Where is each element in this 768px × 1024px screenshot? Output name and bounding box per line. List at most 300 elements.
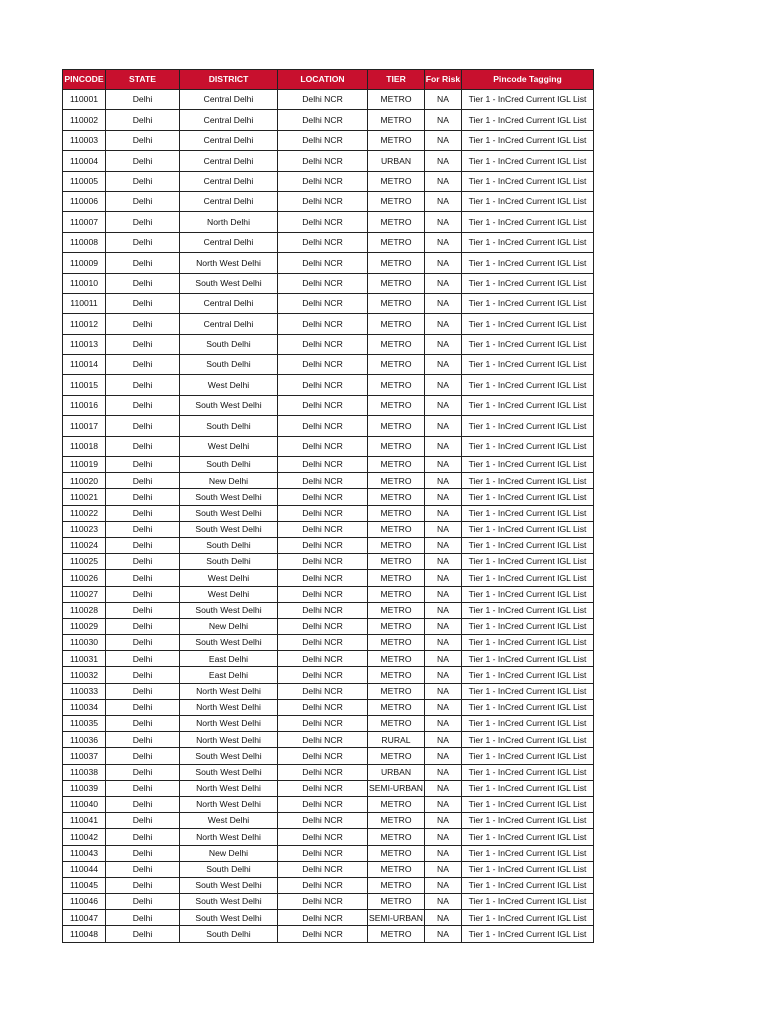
for-risk-cell: NA	[425, 813, 462, 829]
state-cell: Delhi	[106, 191, 180, 211]
for-risk-cell: NA	[425, 586, 462, 602]
table-row	[63, 436, 594, 456]
state-cell: Delhi	[106, 436, 180, 456]
table-row	[63, 683, 594, 699]
tier-cell: METRO	[368, 293, 425, 313]
header-location: LOCATION	[278, 70, 368, 90]
location-cell: Delhi NCR	[278, 537, 368, 553]
pincode-cell: 110024	[63, 537, 106, 553]
district-cell: New Delhi	[180, 845, 278, 861]
for-risk-cell: NA	[425, 699, 462, 715]
location-cell: Delhi NCR	[278, 618, 368, 634]
location-cell: Delhi NCR	[278, 253, 368, 273]
state-cell: Delhi	[106, 554, 180, 570]
table-row	[63, 191, 594, 211]
district-cell: North West Delhi	[180, 699, 278, 715]
pincode-tagging-cell: Tier 1 - InCred Current IGL List	[462, 651, 594, 667]
location-cell: Delhi NCR	[278, 457, 368, 473]
table-row	[63, 780, 594, 796]
state-cell: Delhi	[106, 151, 180, 171]
district-cell: South Delhi	[180, 554, 278, 570]
tier-cell: SEMI-URBAN	[368, 910, 425, 926]
district-cell: South Delhi	[180, 861, 278, 877]
tier-cell: METRO	[368, 130, 425, 150]
tier-cell: URBAN	[368, 151, 425, 171]
location-cell: Delhi NCR	[278, 334, 368, 354]
state-cell: Delhi	[106, 602, 180, 618]
pincode-tagging-cell: Tier 1 - InCred Current IGL List	[462, 212, 594, 232]
state-cell: Delhi	[106, 796, 180, 812]
table-row	[63, 570, 594, 586]
for-risk-cell: NA	[425, 537, 462, 553]
pincode-tagging-cell: Tier 1 - InCred Current IGL List	[462, 586, 594, 602]
state-cell: Delhi	[106, 829, 180, 845]
pincode-cell: 110029	[63, 618, 106, 634]
pincode-cell: 110002	[63, 110, 106, 130]
district-cell: South West Delhi	[180, 395, 278, 415]
tier-cell: METRO	[368, 570, 425, 586]
district-cell: South Delhi	[180, 926, 278, 942]
for-risk-cell: NA	[425, 293, 462, 313]
state-cell: Delhi	[106, 521, 180, 537]
district-cell: North West Delhi	[180, 253, 278, 273]
location-cell: Delhi NCR	[278, 90, 368, 110]
table-row	[63, 813, 594, 829]
pincode-tagging-cell: Tier 1 - InCred Current IGL List	[462, 110, 594, 130]
for-risk-cell: NA	[425, 845, 462, 861]
state-cell: Delhi	[106, 651, 180, 667]
district-cell: Central Delhi	[180, 314, 278, 334]
state-cell: Delhi	[106, 90, 180, 110]
location-cell: Delhi NCR	[278, 130, 368, 150]
pincode-cell: 110042	[63, 829, 106, 845]
for-risk-cell: NA	[425, 683, 462, 699]
tier-cell: METRO	[368, 796, 425, 812]
state-cell: Delhi	[106, 618, 180, 634]
location-cell: Delhi NCR	[278, 416, 368, 436]
for-risk-cell: NA	[425, 618, 462, 634]
location-cell: Delhi NCR	[278, 829, 368, 845]
state-cell: Delhi	[106, 395, 180, 415]
state-cell: Delhi	[106, 314, 180, 334]
tier-cell: METRO	[368, 813, 425, 829]
district-cell: North West Delhi	[180, 716, 278, 732]
district-cell: Central Delhi	[180, 191, 278, 211]
district-cell: North West Delhi	[180, 683, 278, 699]
tier-cell: METRO	[368, 877, 425, 893]
table-row	[63, 764, 594, 780]
for-risk-cell: NA	[425, 151, 462, 171]
state-cell: Delhi	[106, 732, 180, 748]
district-cell: South Delhi	[180, 334, 278, 354]
district-cell: East Delhi	[180, 667, 278, 683]
state-cell: Delhi	[106, 894, 180, 910]
header-for-risk: For Risk	[425, 70, 462, 90]
pincode-table	[62, 69, 594, 943]
pincode-tagging-cell: Tier 1 - InCred Current IGL List	[462, 473, 594, 489]
tier-cell: METRO	[368, 521, 425, 537]
state-cell: Delhi	[106, 505, 180, 521]
for-risk-cell: NA	[425, 829, 462, 845]
table-row	[63, 796, 594, 812]
for-risk-cell: NA	[425, 926, 462, 942]
pincode-cell: 110010	[63, 273, 106, 293]
district-cell: Central Delhi	[180, 151, 278, 171]
location-cell: Delhi NCR	[278, 273, 368, 293]
table-row	[63, 232, 594, 252]
pincode-tagging-cell: Tier 1 - InCred Current IGL List	[462, 861, 594, 877]
table-row	[63, 586, 594, 602]
tier-cell: METRO	[368, 110, 425, 130]
district-cell: Central Delhi	[180, 110, 278, 130]
location-cell: Delhi NCR	[278, 489, 368, 505]
table-row	[63, 334, 594, 354]
tier-cell: METRO	[368, 716, 425, 732]
table-row	[63, 861, 594, 877]
district-cell: New Delhi	[180, 618, 278, 634]
for-risk-cell: NA	[425, 90, 462, 110]
header-state: STATE	[106, 70, 180, 90]
for-risk-cell: NA	[425, 505, 462, 521]
tier-cell: METRO	[368, 375, 425, 395]
pincode-tagging-cell: Tier 1 - InCred Current IGL List	[462, 780, 594, 796]
table-row	[63, 602, 594, 618]
pincode-cell: 110037	[63, 748, 106, 764]
tier-cell: METRO	[368, 618, 425, 634]
state-cell: Delhi	[106, 130, 180, 150]
district-cell: West Delhi	[180, 586, 278, 602]
location-cell: Delhi NCR	[278, 232, 368, 252]
tier-cell: METRO	[368, 473, 425, 489]
for-risk-cell: NA	[425, 253, 462, 273]
tier-cell: METRO	[368, 505, 425, 521]
pincode-cell: 110041	[63, 813, 106, 829]
pincode-cell: 110021	[63, 489, 106, 505]
location-cell: Delhi NCR	[278, 910, 368, 926]
pincode-tagging-cell: Tier 1 - InCred Current IGL List	[462, 395, 594, 415]
table-row	[63, 699, 594, 715]
pincode-tagging-cell: Tier 1 - InCred Current IGL List	[462, 602, 594, 618]
state-cell: Delhi	[106, 375, 180, 395]
pincode-tagging-cell: Tier 1 - InCred Current IGL List	[462, 355, 594, 375]
table-row	[63, 667, 594, 683]
pincode-tagging-cell: Tier 1 - InCred Current IGL List	[462, 90, 594, 110]
pincode-cell: 110013	[63, 334, 106, 354]
pincode-tagging-cell: Tier 1 - InCred Current IGL List	[462, 505, 594, 521]
tier-cell: METRO	[368, 651, 425, 667]
district-cell: West Delhi	[180, 570, 278, 586]
table-row	[63, 926, 594, 942]
pincode-cell: 110017	[63, 416, 106, 436]
table-row	[63, 877, 594, 893]
district-cell: Central Delhi	[180, 90, 278, 110]
tier-cell: METRO	[368, 926, 425, 942]
pincode-cell: 110009	[63, 253, 106, 273]
tier-cell: METRO	[368, 416, 425, 436]
state-cell: Delhi	[106, 110, 180, 130]
pincode-cell: 110001	[63, 90, 106, 110]
pincode-cell: 110028	[63, 602, 106, 618]
location-cell: Delhi NCR	[278, 748, 368, 764]
tier-cell: SEMI-URBAN	[368, 780, 425, 796]
location-cell: Delhi NCR	[278, 667, 368, 683]
header-district: DISTRICT	[180, 70, 278, 90]
table-row	[63, 355, 594, 375]
table-header-row	[63, 70, 594, 90]
state-cell: Delhi	[106, 212, 180, 232]
district-cell: New Delhi	[180, 473, 278, 489]
state-cell: Delhi	[106, 334, 180, 354]
location-cell: Delhi NCR	[278, 813, 368, 829]
pincode-cell: 110018	[63, 436, 106, 456]
district-cell: Central Delhi	[180, 232, 278, 252]
pincode-tagging-cell: Tier 1 - InCred Current IGL List	[462, 845, 594, 861]
for-risk-cell: NA	[425, 861, 462, 877]
district-cell: South West Delhi	[180, 748, 278, 764]
pincode-tagging-cell: Tier 1 - InCred Current IGL List	[462, 764, 594, 780]
pincode-cell: 110036	[63, 732, 106, 748]
location-cell: Delhi NCR	[278, 191, 368, 211]
district-cell: South West Delhi	[180, 764, 278, 780]
state-cell: Delhi	[106, 537, 180, 553]
tier-cell: METRO	[368, 554, 425, 570]
location-cell: Delhi NCR	[278, 926, 368, 942]
state-cell: Delhi	[106, 355, 180, 375]
state-cell: Delhi	[106, 489, 180, 505]
state-cell: Delhi	[106, 764, 180, 780]
pincode-cell: 110004	[63, 151, 106, 171]
tier-cell: METRO	[368, 253, 425, 273]
for-risk-cell: NA	[425, 191, 462, 211]
tier-cell: METRO	[368, 829, 425, 845]
for-risk-cell: NA	[425, 334, 462, 354]
location-cell: Delhi NCR	[278, 293, 368, 313]
pincode-cell: 110020	[63, 473, 106, 489]
pincode-tagging-cell: Tier 1 - InCred Current IGL List	[462, 570, 594, 586]
table-row	[63, 90, 594, 110]
for-risk-cell: NA	[425, 436, 462, 456]
district-cell: Central Delhi	[180, 130, 278, 150]
location-cell: Delhi NCR	[278, 716, 368, 732]
district-cell: South West Delhi	[180, 635, 278, 651]
location-cell: Delhi NCR	[278, 602, 368, 618]
table-row	[63, 171, 594, 191]
pincode-cell: 110026	[63, 570, 106, 586]
table-row	[63, 748, 594, 764]
for-risk-cell: NA	[425, 602, 462, 618]
table-body	[63, 90, 594, 943]
table-row	[63, 253, 594, 273]
pincode-tagging-cell: Tier 1 - InCred Current IGL List	[462, 618, 594, 634]
pincode-cell: 110044	[63, 861, 106, 877]
for-risk-cell: NA	[425, 375, 462, 395]
table-row	[63, 635, 594, 651]
for-risk-cell: NA	[425, 732, 462, 748]
location-cell: Delhi NCR	[278, 845, 368, 861]
tier-cell: METRO	[368, 334, 425, 354]
state-cell: Delhi	[106, 253, 180, 273]
district-cell: South Delhi	[180, 355, 278, 375]
pincode-cell: 110038	[63, 764, 106, 780]
location-cell: Delhi NCR	[278, 436, 368, 456]
pincode-tagging-cell: Tier 1 - InCred Current IGL List	[462, 537, 594, 553]
pincode-tagging-cell: Tier 1 - InCred Current IGL List	[462, 667, 594, 683]
pincode-tagging-cell: Tier 1 - InCred Current IGL List	[462, 416, 594, 436]
table-row	[63, 473, 594, 489]
tier-cell: METRO	[368, 191, 425, 211]
for-risk-cell: NA	[425, 570, 462, 586]
pincode-tagging-cell: Tier 1 - InCred Current IGL List	[462, 314, 594, 334]
for-risk-cell: NA	[425, 780, 462, 796]
pincode-tagging-cell: Tier 1 - InCred Current IGL List	[462, 457, 594, 473]
location-cell: Delhi NCR	[278, 796, 368, 812]
location-cell: Delhi NCR	[278, 699, 368, 715]
table-row	[63, 537, 594, 553]
state-cell: Delhi	[106, 910, 180, 926]
for-risk-cell: NA	[425, 894, 462, 910]
for-risk-cell: NA	[425, 877, 462, 893]
for-risk-cell: NA	[425, 212, 462, 232]
location-cell: Delhi NCR	[278, 732, 368, 748]
header-pincode: PINCODE	[63, 70, 106, 90]
pincode-tagging-cell: Tier 1 - InCred Current IGL List	[462, 293, 594, 313]
state-cell: Delhi	[106, 171, 180, 191]
location-cell: Delhi NCR	[278, 314, 368, 334]
location-cell: Delhi NCR	[278, 894, 368, 910]
tier-cell: METRO	[368, 395, 425, 415]
location-cell: Delhi NCR	[278, 683, 368, 699]
pincode-cell: 110016	[63, 395, 106, 415]
pincode-cell: 110014	[63, 355, 106, 375]
pincode-tagging-cell: Tier 1 - InCred Current IGL List	[462, 232, 594, 252]
tier-cell: METRO	[368, 537, 425, 553]
pincode-cell: 110039	[63, 780, 106, 796]
for-risk-cell: NA	[425, 667, 462, 683]
table-row	[63, 554, 594, 570]
pincode-tagging-cell: Tier 1 - InCred Current IGL List	[462, 829, 594, 845]
district-cell: West Delhi	[180, 436, 278, 456]
location-cell: Delhi NCR	[278, 110, 368, 130]
pincode-tagging-cell: Tier 1 - InCred Current IGL List	[462, 635, 594, 651]
pincode-cell: 110034	[63, 699, 106, 715]
district-cell: South Delhi	[180, 457, 278, 473]
table-row	[63, 910, 594, 926]
tier-cell: METRO	[368, 748, 425, 764]
table-row	[63, 845, 594, 861]
pincode-tagging-cell: Tier 1 - InCred Current IGL List	[462, 191, 594, 211]
state-cell: Delhi	[106, 273, 180, 293]
location-cell: Delhi NCR	[278, 651, 368, 667]
for-risk-cell: NA	[425, 416, 462, 436]
state-cell: Delhi	[106, 683, 180, 699]
tier-cell: METRO	[368, 602, 425, 618]
tier-cell: RURAL	[368, 732, 425, 748]
state-cell: Delhi	[106, 416, 180, 436]
tier-cell: METRO	[368, 894, 425, 910]
for-risk-cell: NA	[425, 716, 462, 732]
tier-cell: METRO	[368, 699, 425, 715]
tier-cell: METRO	[368, 232, 425, 252]
pincode-tagging-cell: Tier 1 - InCred Current IGL List	[462, 894, 594, 910]
location-cell: Delhi NCR	[278, 473, 368, 489]
location-cell: Delhi NCR	[278, 570, 368, 586]
pincode-tagging-cell: Tier 1 - InCred Current IGL List	[462, 796, 594, 812]
table-row	[63, 651, 594, 667]
table-row	[63, 130, 594, 150]
pincode-tagging-cell: Tier 1 - InCred Current IGL List	[462, 699, 594, 715]
for-risk-cell: NA	[425, 910, 462, 926]
tier-cell: METRO	[368, 273, 425, 293]
tier-cell: METRO	[368, 212, 425, 232]
pincode-tagging-cell: Tier 1 - InCred Current IGL List	[462, 813, 594, 829]
pincode-cell: 110019	[63, 457, 106, 473]
location-cell: Delhi NCR	[278, 877, 368, 893]
for-risk-cell: NA	[425, 171, 462, 191]
tier-cell: URBAN	[368, 764, 425, 780]
district-cell: South West Delhi	[180, 877, 278, 893]
for-risk-cell: NA	[425, 796, 462, 812]
tier-cell: METRO	[368, 436, 425, 456]
location-cell: Delhi NCR	[278, 780, 368, 796]
pincode-tagging-cell: Tier 1 - InCred Current IGL List	[462, 151, 594, 171]
for-risk-cell: NA	[425, 635, 462, 651]
table-row	[63, 212, 594, 232]
pincode-cell: 110007	[63, 212, 106, 232]
pincode-tagging-cell: Tier 1 - InCred Current IGL List	[462, 554, 594, 570]
for-risk-cell: NA	[425, 130, 462, 150]
pincode-tagging-cell: Tier 1 - InCred Current IGL List	[462, 716, 594, 732]
for-risk-cell: NA	[425, 521, 462, 537]
for-risk-cell: NA	[425, 457, 462, 473]
tier-cell: METRO	[368, 457, 425, 473]
district-cell: South West Delhi	[180, 894, 278, 910]
pincode-cell: 110032	[63, 667, 106, 683]
state-cell: Delhi	[106, 457, 180, 473]
state-cell: Delhi	[106, 635, 180, 651]
state-cell: Delhi	[106, 926, 180, 942]
table-row	[63, 314, 594, 334]
district-cell: Central Delhi	[180, 171, 278, 191]
location-cell: Delhi NCR	[278, 212, 368, 232]
district-cell: South West Delhi	[180, 505, 278, 521]
location-cell: Delhi NCR	[278, 554, 368, 570]
district-cell: South West Delhi	[180, 489, 278, 505]
pincode-tagging-cell: Tier 1 - InCred Current IGL List	[462, 130, 594, 150]
tier-cell: METRO	[368, 683, 425, 699]
state-cell: Delhi	[106, 845, 180, 861]
pincode-cell: 110015	[63, 375, 106, 395]
state-cell: Delhi	[106, 813, 180, 829]
tier-cell: METRO	[368, 845, 425, 861]
for-risk-cell: NA	[425, 110, 462, 130]
location-cell: Delhi NCR	[278, 586, 368, 602]
location-cell: Delhi NCR	[278, 521, 368, 537]
tier-cell: METRO	[368, 355, 425, 375]
district-cell: East Delhi	[180, 651, 278, 667]
district-cell: North West Delhi	[180, 732, 278, 748]
tier-cell: METRO	[368, 861, 425, 877]
pincode-tagging-cell: Tier 1 - InCred Current IGL List	[462, 171, 594, 191]
district-cell: North West Delhi	[180, 796, 278, 812]
location-cell: Delhi NCR	[278, 151, 368, 171]
location-cell: Delhi NCR	[278, 505, 368, 521]
pincode-cell: 110025	[63, 554, 106, 570]
pincode-cell: 110008	[63, 232, 106, 252]
for-risk-cell: NA	[425, 395, 462, 415]
district-cell: South West Delhi	[180, 273, 278, 293]
state-cell: Delhi	[106, 473, 180, 489]
table-row	[63, 457, 594, 473]
